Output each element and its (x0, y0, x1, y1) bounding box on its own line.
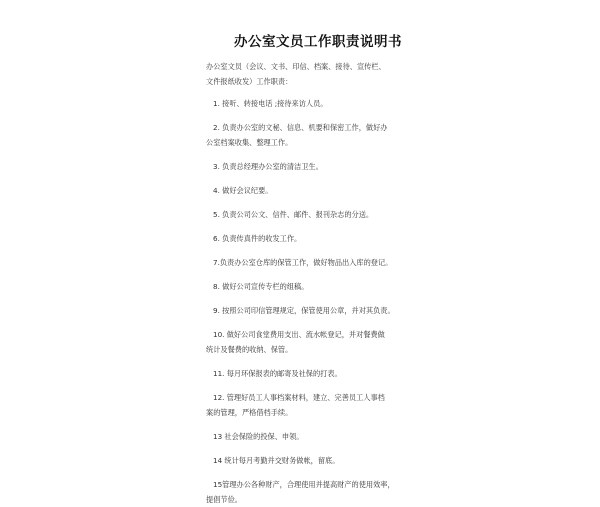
duty-line: 6. 负责传真件的收发工作。 (213, 234, 302, 243)
duty-line: 5. 负责公司公文、信件、邮件、报刊杂志的分送。 (213, 210, 374, 219)
duty-line: 8. 做好公司宣传专栏的组稿。 (213, 282, 309, 291)
duty-item (206, 255, 406, 270)
duty-line-continued: 统计及餐费的收纳、保管。 (206, 345, 293, 354)
duty-item (206, 429, 406, 444)
intro-line-1: 办公室文员（会议、文书、印信、档案、接待、宣传栏、 (206, 62, 386, 71)
duty-line: 7.负责办公室仓库的保管工作，做好物品出入库的登记。 (213, 258, 393, 267)
duty-item (206, 96, 406, 111)
duty-line: 15管理办公各种财产，合理使用并提高财产的使用效率， (213, 480, 395, 489)
duty-line: 10. 做好公司食堂费用支出、流水帐登记，并对餐费做 (213, 330, 385, 339)
duty-line: 11. 每月环保报表的邮寄及社保的打表。 (213, 369, 342, 378)
duty-item (206, 453, 406, 468)
intro-paragraph (206, 59, 406, 89)
duty-list (206, 96, 406, 507)
duty-item (206, 279, 406, 294)
duty-line: 3. 负责总经理办公室的清洁卫生。 (213, 162, 323, 171)
document-body (206, 30, 406, 507)
duty-item (206, 477, 406, 507)
duty-line: 9. 按照公司印信管理规定，保管使用公章，并对其负责。 (213, 306, 395, 315)
duty-line: 12. 管理好员工人事档案材料，建立、完善员工人事档 (213, 393, 385, 402)
duty-item (206, 327, 406, 357)
duty-item (206, 120, 406, 150)
duty-line: 2. 负责办公室的文秘、信息、机要和保密工作，做好办 (213, 123, 388, 132)
duty-line: 13 社会保险的投保、申领。 (213, 432, 304, 441)
duty-item (206, 366, 406, 381)
duty-item (206, 207, 406, 222)
duty-line: 1. 接听、转接电话 ;接待来访人员。 (213, 99, 328, 108)
duty-item (206, 183, 406, 198)
duty-item (206, 303, 406, 318)
duty-line-continued: 公室档案收集、整理工作。 (206, 138, 293, 147)
duty-line: 14 统计每月考勤并交财务做帐，留底。 (213, 456, 340, 465)
intro-line-2: 文件报纸收发）工作职责： (206, 77, 293, 86)
document-title: 办公室文员工作职责说明书 (234, 34, 402, 50)
duty-line-continued: 案的管理，严格借档手续。 (206, 408, 293, 417)
duty-line-continued: 提倡节俭。 (206, 495, 242, 504)
duty-item (206, 159, 406, 174)
duty-item (206, 390, 406, 420)
duty-line: 4. 做好会议纪要。 (213, 186, 273, 195)
duty-item (206, 231, 406, 246)
